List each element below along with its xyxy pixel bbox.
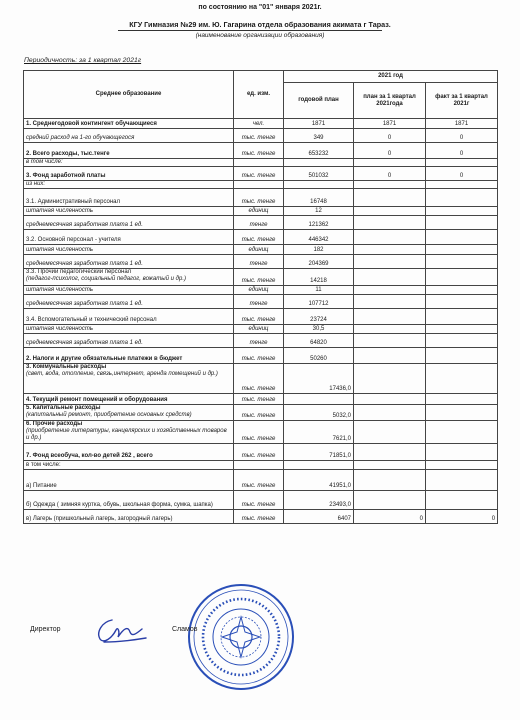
row-quarter-fact: 0 <box>426 143 498 159</box>
row-label: 2. Налоги и другие обязательные платежи в бюджет <box>24 348 234 364</box>
row-label: штатная численность <box>24 245 234 255</box>
row-unit: тенге <box>234 334 284 348</box>
row-label: 7. Фонд всеобуча, кол-во детей 262 , всего <box>24 444 234 461</box>
table-row <box>24 189 498 207</box>
table-row <box>24 461 498 470</box>
row-annual-plan: 11 <box>284 286 354 295</box>
row-quarter-plan <box>354 216 426 230</box>
row-annual-plan: 107712 <box>284 295 354 309</box>
row-quarter-fact <box>426 255 498 269</box>
table-row <box>24 421 498 444</box>
row-annual-plan: 23493,0 <box>284 491 354 510</box>
row-unit: единиц <box>234 325 284 334</box>
table-row <box>24 245 498 255</box>
row-unit: чел. <box>234 119 284 129</box>
row-annual-plan: 50260 <box>284 348 354 364</box>
row-annual-plan: 349 <box>284 129 354 143</box>
row-quarter-fact <box>426 189 498 207</box>
row-unit: единиц <box>234 286 284 295</box>
director-label: Директор <box>30 626 61 633</box>
row-label: 3. Коммунальные расходы (свет, вода, отопление, связь,интернет, арeндa помещений и др.) <box>24 364 234 394</box>
expense-table <box>23 70 498 524</box>
report-date-line: по состоянию на "01" января 2021г. <box>198 4 322 11</box>
table-row <box>24 159 498 167</box>
row-unit: тенге <box>234 216 284 230</box>
row-label: 3.2. Основной персонал - учителя <box>24 230 234 245</box>
row-quarter-plan <box>354 491 426 510</box>
row-unit: тыс. тенге <box>234 189 284 207</box>
row-unit: тыс. тенге <box>234 129 284 143</box>
row-quarter-fact <box>426 421 498 444</box>
row-unit <box>234 159 284 167</box>
row-quarter-fact <box>426 181 498 189</box>
row-label: штатная численность <box>24 286 234 295</box>
row-label: штатная численность <box>24 325 234 334</box>
row-label: штатная численность <box>24 207 234 216</box>
row-quarter-fact <box>426 309 498 325</box>
row-quarter-plan <box>354 348 426 364</box>
row-quarter-plan: 0 <box>354 129 426 143</box>
row-quarter-fact <box>426 159 498 167</box>
row-quarter-plan <box>354 461 426 470</box>
row-quarter-fact: 1871 <box>426 119 498 129</box>
header-quarter-plan: план за 1 квартал 2021года <box>354 83 426 119</box>
row-quarter-fact <box>426 444 498 461</box>
table-row <box>24 405 498 421</box>
row-label: среднемесячная заработная плата 1 ед. <box>24 334 234 348</box>
row-quarter-plan <box>354 334 426 348</box>
row-unit <box>234 181 284 189</box>
table-row <box>24 255 498 269</box>
row-quarter-plan <box>354 159 426 167</box>
row-quarter-fact <box>426 295 498 309</box>
row-unit: тыс. тенге <box>234 364 284 394</box>
header-annual-plan: годовой план <box>284 83 354 119</box>
row-quarter-plan <box>354 295 426 309</box>
row-quarter-fact: 0 <box>426 129 498 143</box>
table-row <box>24 207 498 216</box>
table-row <box>24 286 498 295</box>
row-quarter-fact <box>426 230 498 245</box>
row-unit: тыс. тенге <box>234 230 284 245</box>
row-quarter-fact <box>426 348 498 364</box>
row-unit <box>234 461 284 470</box>
row-label: 2. Всего расходы, тыс.тенге <box>24 143 234 159</box>
row-quarter-plan <box>354 255 426 269</box>
row-annual-plan: 16748 <box>284 189 354 207</box>
row-annual-plan: 41951,0 <box>284 470 354 491</box>
row-unit: тенге <box>234 295 284 309</box>
row-quarter-plan <box>354 470 426 491</box>
row-label: а) Питание <box>24 470 234 491</box>
row-unit: тыс. тенге <box>234 348 284 364</box>
row-annual-plan: 204369 <box>284 255 354 269</box>
row-annual-plan: 653232 <box>284 143 354 159</box>
row-annual-plan: 501032 <box>284 167 354 181</box>
row-label: 5. Капитальные расходы (капитальный ремонт, приобретение основных средств) <box>24 405 234 421</box>
table-row <box>24 470 498 491</box>
row-label: средний расход на 1-го обучающегося <box>24 129 234 143</box>
row-quarter-plan <box>354 405 426 421</box>
row-label: 3.4. Вспомогательный и технический персонал <box>24 309 234 325</box>
table-row <box>24 394 498 405</box>
table-row <box>24 444 498 461</box>
row-label: из них: <box>24 181 234 189</box>
row-annual-plan: 17436,0 <box>284 364 354 394</box>
row-label: 3.3. Прочий педагогический персонал (педагог-психолог, социальный педагог, вожатый и др.) <box>24 269 234 286</box>
row-quarter-plan: 1871 <box>354 119 426 129</box>
row-quarter-plan <box>354 394 426 405</box>
table-row <box>24 510 498 524</box>
row-annual-plan: 1871 <box>284 119 354 129</box>
table-row <box>24 119 498 129</box>
organization-caption: (наименование организации образования) <box>195 32 325 39</box>
table-row <box>24 181 498 189</box>
table-row <box>24 364 498 394</box>
row-quarter-plan <box>354 309 426 325</box>
row-annual-plan <box>284 461 354 470</box>
row-unit: тыс. тенге <box>234 167 284 181</box>
header-name: Среднее образование <box>24 71 234 119</box>
header-quarter-fact: факт за 1 квартал 2021г <box>426 83 498 119</box>
row-annual-plan <box>284 394 354 405</box>
row-quarter-fact <box>426 286 498 295</box>
row-annual-plan: 30,5 <box>284 325 354 334</box>
row-unit: тыс. тенге <box>234 444 284 461</box>
header-year: 2021 год <box>284 71 498 83</box>
table-row <box>24 325 498 334</box>
row-annual-plan: 6407 <box>284 510 354 524</box>
row-quarter-fact <box>426 325 498 334</box>
row-unit: тыс. тенге <box>234 421 284 444</box>
table-row <box>24 143 498 159</box>
row-quarter-fact <box>426 207 498 216</box>
row-quarter-plan: 0 <box>354 167 426 181</box>
row-quarter-fact <box>426 269 498 286</box>
organization-underline <box>118 30 382 31</box>
row-annual-plan: 182 <box>284 245 354 255</box>
row-annual-plan: 121362 <box>284 216 354 230</box>
row-annual-plan: 14218 <box>284 269 354 286</box>
row-unit: тенге <box>234 255 284 269</box>
row-label: среднемесячная заработная плата 1 ед. <box>24 216 234 230</box>
row-unit: тыс. тенге <box>234 143 284 159</box>
row-annual-plan <box>284 181 354 189</box>
row-label: 3. Фонд заработной платы <box>24 167 234 181</box>
row-quarter-plan: 0 <box>354 143 426 159</box>
periodicity: Периодичность: за 1 квартал 2021г <box>24 57 142 64</box>
director-signature <box>90 612 150 646</box>
row-label: среднемесячная заработная плата 1 ед. <box>24 255 234 269</box>
row-quarter-fact <box>426 334 498 348</box>
row-quarter-fact <box>426 394 498 405</box>
table-row <box>24 295 498 309</box>
row-unit: единиц <box>234 245 284 255</box>
row-unit: тыс. тенге <box>234 309 284 325</box>
row-label: 1. Среднегодовой контингент обучающиеся <box>24 119 234 129</box>
row-quarter-plan: 0 <box>354 510 426 524</box>
organization-name: КГУ Гимназия №29 им. Ю. Гагарина отдела образования акимата г Тараз. <box>129 20 391 29</box>
row-quarter-fact <box>426 461 498 470</box>
row-label: 6. Прочие расходы (приобретение литературы, канцелярских и хозяйственных товаров и др.) <box>24 421 234 444</box>
row-quarter-fact <box>426 491 498 510</box>
organization-seal <box>186 582 296 692</box>
row-quarter-plan <box>354 207 426 216</box>
table-row <box>24 167 498 181</box>
row-label: 4. Текущий ремонт помещений и оборудования <box>24 394 234 405</box>
row-quarter-plan <box>354 444 426 461</box>
row-label: среднемесячная заработная плата 1 ед. <box>24 295 234 309</box>
row-quarter-plan <box>354 325 426 334</box>
table-row <box>24 334 498 348</box>
row-unit: тыс. тенге <box>234 470 284 491</box>
row-annual-plan: 7621,0 <box>284 421 354 444</box>
table-row <box>24 269 498 286</box>
row-annual-plan: 12 <box>284 207 354 216</box>
row-quarter-plan <box>354 189 426 207</box>
row-label: в том числе: <box>24 461 234 470</box>
header-unit: ед. изм. <box>234 71 284 119</box>
row-quarter-fact: 0 <box>426 167 498 181</box>
row-quarter-plan <box>354 181 426 189</box>
row-label: б) Одежда ( зимняя куртка, обувь, школьная форма, сумка, шапка) <box>24 491 234 510</box>
row-quarter-fact <box>426 405 498 421</box>
row-annual-plan: 71851,0 <box>284 444 354 461</box>
row-quarter-plan <box>354 230 426 245</box>
row-unit: тыс. тенге <box>234 491 284 510</box>
row-unit: тыс. тенге <box>234 394 284 405</box>
row-annual-plan: 23724 <box>284 309 354 325</box>
row-quarter-plan <box>354 269 426 286</box>
table-row <box>24 491 498 510</box>
row-quarter-plan <box>354 286 426 295</box>
row-label: в) Лагерь (пришкольный лагерь, загородный лагерь) <box>24 510 234 524</box>
table-row <box>24 129 498 143</box>
row-label: в том числе: <box>24 159 234 167</box>
row-annual-plan <box>284 159 354 167</box>
table-row <box>24 216 498 230</box>
row-annual-plan: 5032,0 <box>284 405 354 421</box>
director-name: Сламов <box>172 626 198 633</box>
table-row <box>24 230 498 245</box>
row-quarter-fact <box>426 364 498 394</box>
row-unit: тыс. тенге <box>234 269 284 286</box>
row-quarter-fact <box>426 245 498 255</box>
row-quarter-fact <box>426 470 498 491</box>
row-label: 3.1. Административный персонал <box>24 189 234 207</box>
row-annual-plan: 64820 <box>284 334 354 348</box>
row-unit: тыс. тенге <box>234 510 284 524</box>
row-quarter-plan <box>354 364 426 394</box>
table-row <box>24 348 498 364</box>
row-annual-plan: 446342 <box>284 230 354 245</box>
row-quarter-fact: 0 <box>426 510 498 524</box>
row-unit: тыс. тенге <box>234 405 284 421</box>
row-quarter-plan <box>354 245 426 255</box>
row-quarter-plan <box>354 421 426 444</box>
row-quarter-fact <box>426 216 498 230</box>
table-row <box>24 309 498 325</box>
row-unit: единиц <box>234 207 284 216</box>
